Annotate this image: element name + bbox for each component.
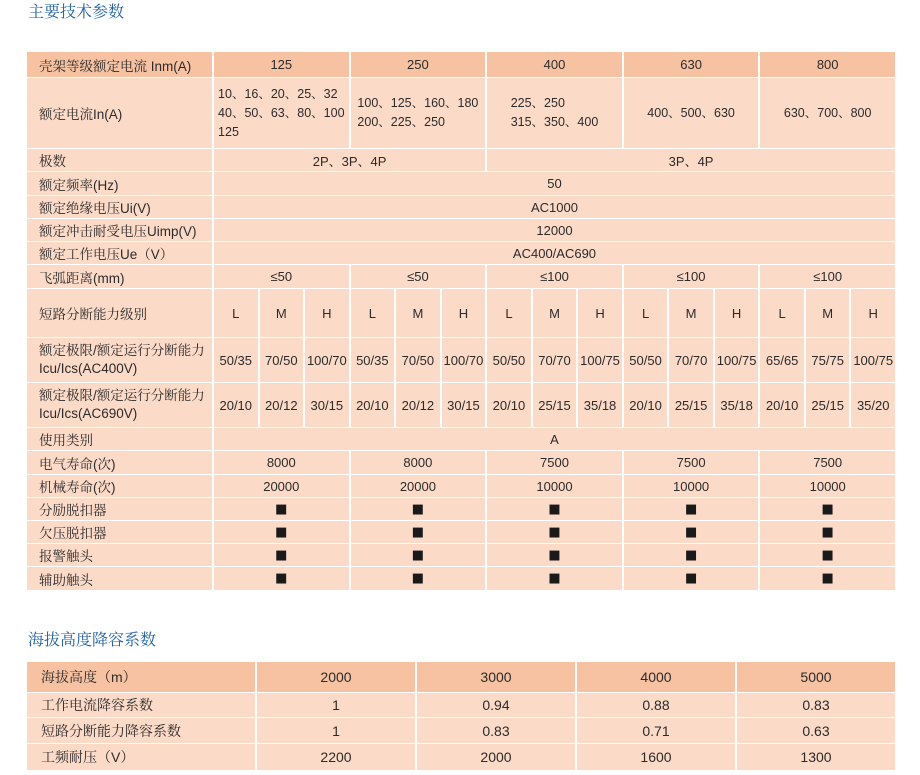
icu-ics-690-cell: 20/12 <box>396 383 440 427</box>
breaking-level-label: 短路分断能力级别 <box>27 289 212 337</box>
auxiliary-contact-mark: ■ <box>214 567 349 590</box>
icu-ics-400-cell: 70/70 <box>669 338 713 382</box>
icu-ics-400-cell: 50/35 <box>351 338 395 382</box>
rated-current-line: 400、500、630 <box>647 105 735 120</box>
shunt-release-mark: ■ <box>351 498 486 520</box>
rated-current-400 <box>487 78 622 148</box>
breaking-level-cell: L <box>487 289 531 337</box>
arc-distance-125: ≤50 <box>214 265 349 288</box>
current-derating-cell: 0.88 <box>577 693 735 717</box>
poles-value-large-frames: 3P、4P <box>487 149 895 171</box>
auxiliary-contact-mark: ■ <box>487 567 622 590</box>
frame-header-250: 250 <box>351 52 486 77</box>
mechanical-life-630: 10000 <box>624 475 759 497</box>
electrical-life-250: 8000 <box>351 451 486 474</box>
icu-ics-400-cell: 75/75 <box>806 338 850 382</box>
rated-current-lines <box>784 104 872 123</box>
rated-current-line: 315、350、400 <box>510 115 599 129</box>
current-derating-label: 工作电流降容系数 <box>27 693 255 717</box>
electrical-life-630: 7500 <box>624 451 759 474</box>
rated-current-line: 125 <box>218 124 239 139</box>
icu-ics-690-cell: 20/10 <box>760 383 804 427</box>
undervoltage-release-mark: ■ <box>351 521 486 543</box>
mechanical-life-125: 20000 <box>214 475 349 497</box>
undervoltage-release-mark: ■ <box>214 521 349 543</box>
frame-header-800: 800 <box>760 52 895 77</box>
rated-current-line: 40、50、63、80、100 <box>218 105 345 120</box>
poles-value-small-frames: 2P、3P、4P <box>214 149 485 171</box>
breaking-level-cell: H <box>305 289 349 337</box>
auxiliary-contact-label: 辅助触头 <box>27 567 212 590</box>
icu-ics-400-cell: 50/50 <box>624 338 668 382</box>
undervoltage-release-mark: ■ <box>760 521 895 543</box>
icu-ics-690-label <box>27 383 212 427</box>
withstand-voltage-cell: 1600 <box>577 744 735 770</box>
breaking-level-cell: L <box>624 289 668 337</box>
icu-ics-690-cell: 20/10 <box>487 383 531 427</box>
breaking-level-cell: M <box>396 289 440 337</box>
alarm-contact-mark: ■ <box>624 544 759 566</box>
altitude-table-title: 海拔高度降容系数 <box>28 632 157 649</box>
insulation-voltage-label: 额定绝缘电压Ui(V) <box>27 196 212 218</box>
insulation-voltage-value: AC1000 <box>214 196 895 218</box>
spec-table-title: 主要技术参数 <box>28 4 125 21</box>
breaking-derating-cell: 0.71 <box>577 718 735 743</box>
breaking-derating-cell: 1 <box>257 718 415 743</box>
icu-ics-690-cell: 30/15 <box>305 383 349 427</box>
altitude-table <box>27 662 895 770</box>
rated-current-line: 630、700、800 <box>783 105 872 120</box>
breaking-derating-cell: 0.83 <box>417 718 575 743</box>
icu-ics-400-cell: 70/50 <box>396 338 440 382</box>
icu-ics-690-cell: 25/15 <box>533 383 577 427</box>
impulse-voltage-value: 12000 <box>214 219 895 241</box>
rated-current-125 <box>214 78 349 148</box>
mechanical-life-250: 20000 <box>351 475 486 497</box>
rated-current-630 <box>624 78 759 148</box>
icu-ics-400-cell: 70/50 <box>260 338 304 382</box>
alarm-contact-mark: ■ <box>351 544 486 566</box>
frame-header-400: 400 <box>487 52 622 77</box>
altitude-header-label: 海拔高度（m） <box>27 662 255 692</box>
frame-header-630: 630 <box>624 52 759 77</box>
shunt-release-mark: ■ <box>624 498 759 520</box>
breaking-level-cell: M <box>260 289 304 337</box>
breaking-level-cell: H <box>851 289 895 337</box>
rated-current-line: 200、225、250 <box>357 115 445 129</box>
arc-distance-800: ≤100 <box>760 265 895 288</box>
altitude-header-5000: 5000 <box>737 662 895 692</box>
icu-ics-400-label-lines <box>39 342 205 378</box>
withstand-voltage-cell: 1300 <box>737 744 895 770</box>
shunt-release-mark: ■ <box>760 498 895 520</box>
shunt-release-label: 分励脱扣器 <box>27 498 212 520</box>
breaking-level-cell: L <box>351 289 395 337</box>
breaking-level-cell: M <box>806 289 850 337</box>
altitude-header-3000: 3000 <box>417 662 575 692</box>
breaking-level-cell: L <box>760 289 804 337</box>
utilization-category-label: 使用类别 <box>27 428 212 450</box>
electrical-life-label: 电气寿命(次) <box>27 451 212 474</box>
arc-distance-250: ≤50 <box>351 265 486 288</box>
breaking-level-cell: M <box>669 289 713 337</box>
shunt-release-mark: ■ <box>487 498 622 520</box>
breaking-derating-label: 短路分断能力降容系数 <box>27 718 255 743</box>
alarm-contact-label: 报警触头 <box>27 544 212 566</box>
mechanical-life-400: 10000 <box>487 475 622 497</box>
icu-ics-400-cell: 70/70 <box>533 338 577 382</box>
frame-current-label: 壳架等级额定电流 Inm(A) <box>27 52 212 77</box>
rated-current-800 <box>760 78 895 148</box>
icu-ics-400-cell: 65/65 <box>760 338 804 382</box>
auxiliary-contact-mark: ■ <box>351 567 486 590</box>
spec-table <box>27 52 895 590</box>
frame-header-125: 125 <box>214 52 349 77</box>
icu-ics-400-label <box>27 338 212 382</box>
icu-ics-400-cell: 100/75 <box>851 338 895 382</box>
mechanical-life-label: 机械寿命(次) <box>27 475 212 497</box>
breaking-derating-cell: 0.63 <box>737 718 895 743</box>
impulse-voltage-label: 额定冲击耐受电压Uimp(V) <box>27 219 212 241</box>
icu-ics-690-cell: 30/15 <box>442 383 486 427</box>
rated-current-lines <box>647 104 735 123</box>
undervoltage-release-mark: ■ <box>624 521 759 543</box>
icu-ics-690-cell: 25/15 <box>669 383 713 427</box>
rated-current-250 <box>351 78 486 148</box>
rated-current-lines <box>218 85 344 142</box>
rated-current-line: 100、125、160、180 <box>357 96 479 110</box>
arc-distance-400: ≤100 <box>487 265 622 288</box>
icu-ics-400-cell: 100/75 <box>715 338 759 382</box>
icu-ics-400-cell: 100/70 <box>442 338 486 382</box>
label-line: 额定极限/额定运行分断能力 <box>39 343 205 358</box>
arc-distance-630: ≤100 <box>624 265 759 288</box>
poles-label: 极数 <box>27 149 212 171</box>
icu-ics-400-cell: 100/70 <box>305 338 349 382</box>
icu-ics-400-cell: 50/50 <box>487 338 531 382</box>
current-derating-cell: 1 <box>257 693 415 717</box>
electrical-life-800: 7500 <box>760 451 895 474</box>
withstand-voltage-cell: 2000 <box>417 744 575 770</box>
icu-ics-690-cell: 20/12 <box>260 383 304 427</box>
utilization-category-value: A <box>214 428 895 450</box>
rated-current-lines <box>357 94 478 132</box>
label-line: Icu/Ics(AC690V) <box>39 406 138 421</box>
mechanical-life-800: 10000 <box>760 475 895 497</box>
altitude-header-2000: 2000 <box>257 662 415 692</box>
rated-current-line: 225、250 <box>510 96 565 110</box>
electrical-life-125: 8000 <box>214 451 349 474</box>
operating-voltage-value: AC400/AC690 <box>214 242 895 264</box>
altitude-header-4000: 4000 <box>577 662 735 692</box>
auxiliary-contact-mark: ■ <box>760 567 895 590</box>
icu-ics-400-cell: 50/35 <box>214 338 258 382</box>
breaking-level-cell: H <box>715 289 759 337</box>
alarm-contact-mark: ■ <box>487 544 622 566</box>
breaking-level-cell: L <box>214 289 258 337</box>
undervoltage-release-mark: ■ <box>487 521 622 543</box>
electrical-life-400: 7500 <box>487 451 622 474</box>
withstand-voltage-label: 工频耐压（V） <box>27 744 255 770</box>
breaking-level-cell: M <box>533 289 577 337</box>
shunt-release-mark: ■ <box>214 498 349 520</box>
label-line: Icu/Ics(AC400V) <box>39 361 138 376</box>
icu-ics-690-cell: 20/10 <box>624 383 668 427</box>
icu-ics-690-cell: 35/18 <box>578 383 622 427</box>
icu-ics-400-cell: 100/75 <box>578 338 622 382</box>
icu-ics-690-cell: 20/10 <box>214 383 258 427</box>
undervoltage-release-label: 欠压脱扣器 <box>27 521 212 543</box>
alarm-contact-mark: ■ <box>214 544 349 566</box>
alarm-contact-mark: ■ <box>760 544 895 566</box>
frequency-value: 50 <box>214 172 895 195</box>
arc-distance-label: 飞弧距离(mm) <box>27 265 212 288</box>
withstand-voltage-cell: 2200 <box>257 744 415 770</box>
breaking-level-cell: H <box>442 289 486 337</box>
icu-ics-690-cell: 35/18 <box>715 383 759 427</box>
rated-current-lines <box>511 94 599 132</box>
rated-current-line: 10、16、20、25、32 <box>218 86 338 101</box>
icu-ics-690-label-lines <box>39 387 205 423</box>
current-derating-cell: 0.83 <box>737 693 895 717</box>
frequency-label: 额定频率(Hz) <box>27 172 212 195</box>
label-line: 额定极限/额定运行分断能力 <box>39 388 205 403</box>
icu-ics-690-cell: 20/10 <box>351 383 395 427</box>
rated-current-label: 额定电流In(A) <box>27 78 212 148</box>
current-derating-cell: 0.94 <box>417 693 575 717</box>
icu-ics-690-cell: 25/15 <box>806 383 850 427</box>
icu-ics-690-cell: 35/20 <box>851 383 895 427</box>
auxiliary-contact-mark: ■ <box>624 567 759 590</box>
breaking-level-cell: H <box>578 289 622 337</box>
operating-voltage-label: 额定工作电压Ue（V） <box>27 242 212 264</box>
